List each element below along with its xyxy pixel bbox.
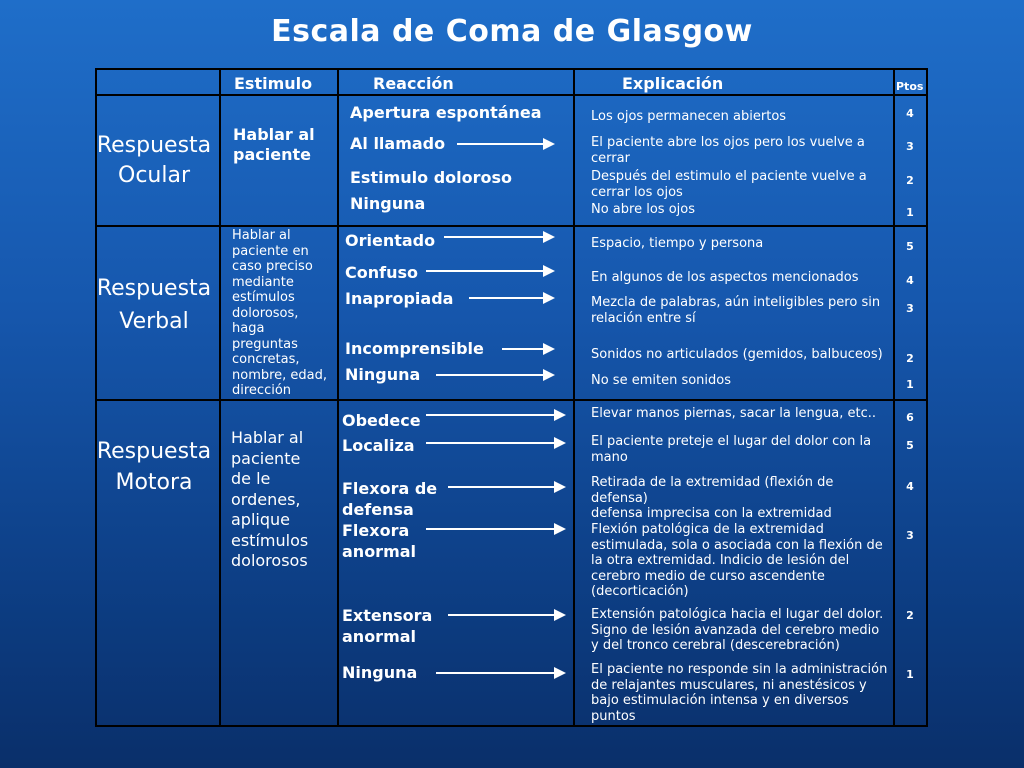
reaction-line: Extensora	[342, 606, 433, 625]
header-ptos: Ptos	[896, 80, 924, 93]
reaction-line: anormal	[342, 626, 417, 646]
explanation-line: Mezcla de palabras, aún inteligibles pero sin	[591, 295, 881, 310]
header-reaccion: Reacción	[373, 74, 454, 93]
explanation-line: Elevar manos piernas, sacar la lengua, etc..	[591, 406, 877, 421]
stimulus-line: dolorosos	[231, 551, 308, 570]
points-value: 4	[906, 480, 914, 493]
points-value: 1	[906, 668, 914, 681]
explanation-line: (decorticación)	[591, 584, 689, 599]
points-value: 4	[906, 107, 914, 120]
points-value: 2	[906, 174, 914, 187]
reaction-extensora-anormal	[342, 606, 432, 647]
stimulus-line: haga	[232, 321, 265, 336]
stimulus-line: Hablar al	[232, 228, 291, 243]
col-divider-3	[573, 68, 575, 727]
reaction-line: Flexora de	[342, 479, 438, 498]
col-divider-4	[893, 68, 895, 727]
reaction-apertura-espontanea: Apertura espontánea	[350, 103, 542, 122]
reaction-line: Obedece	[342, 411, 421, 430]
reaction-ninguna-motora	[342, 663, 417, 684]
category-verbal	[95, 272, 213, 338]
stimulus-line: dolorosos,	[232, 305, 299, 321]
points-value: 4	[906, 274, 914, 287]
explanation-line: estimulada, sola o asociada con la flexión de	[591, 537, 883, 553]
reaction-estimulo-doloroso: Estimulo doloroso	[350, 168, 513, 187]
reaction-flexora-defensa	[342, 479, 437, 520]
points-value: 1	[906, 378, 914, 391]
explanation-line: El paciente abre los ojos pero los vuelve a	[591, 135, 865, 150]
category-line: Respuesta	[96, 133, 212, 158]
points-value: 2	[906, 352, 914, 365]
arrow-icon	[426, 436, 566, 450]
category-line: Motora	[115, 470, 193, 495]
stimulus-line: estímulos	[232, 290, 295, 305]
explanation-line: Sonidos no articulados (gemidos, balbuceos)	[591, 347, 883, 362]
stimulus-line: mediante	[232, 274, 294, 290]
page-title: Escala de Coma de Glasgow	[271, 14, 753, 49]
explanation-line: de relajantes musculares, ni anestésicos y	[591, 677, 867, 693]
points-value: 5	[906, 240, 914, 253]
stimulus-line: Hablar al	[231, 428, 304, 447]
arrow-icon	[426, 408, 566, 422]
explanation-motora-3	[591, 522, 889, 600]
stimulus-line: caso preciso	[232, 259, 313, 274]
reaction-confuso: Confuso	[345, 263, 418, 282]
explanation-line: Espacio, tiempo y persona	[591, 236, 764, 251]
explanation-motora-4	[591, 475, 889, 522]
arrow-icon	[448, 480, 566, 494]
explanation-motora-2	[591, 607, 889, 654]
stimulus-line: dirección	[232, 383, 292, 398]
arrow-icon	[444, 230, 555, 244]
explanation-line: bajo estimulación intensa y en diversos	[591, 693, 849, 708]
explanation-line: No abre los ojos	[591, 202, 695, 217]
explanation-motora-1	[591, 662, 889, 724]
stimulus-line: aplique	[231, 510, 290, 529]
explanation-line: Retirada de la extremidad (flexión de defensa)	[591, 475, 834, 506]
stimulus-line: estímulos	[231, 530, 309, 550]
explanation-ocular-4	[591, 109, 889, 125]
explanation-line: relación entre sí	[591, 310, 696, 326]
explanation-line: cerrar los ojos	[591, 184, 683, 200]
stimulus-line: de le	[231, 469, 271, 488]
explanation-line: mano	[591, 449, 628, 465]
arrow-icon	[457, 137, 555, 151]
reaction-line: defensa	[342, 499, 414, 519]
explanation-motora-5	[591, 434, 889, 465]
arrow-icon	[448, 608, 566, 622]
arrow-icon	[436, 666, 566, 680]
category-line: Ocular	[118, 163, 190, 188]
table-border-right	[926, 68, 928, 727]
reaction-localiza	[342, 436, 415, 457]
reaction-line: Localiza	[342, 436, 415, 455]
stimulus-ocular	[233, 125, 315, 165]
explanation-verbal-5	[591, 236, 889, 252]
explanation-line: En algunos de los aspectos mencionados	[591, 270, 859, 285]
reaction-orientado: Orientado	[345, 231, 436, 250]
reaction-ninguna-verbal: Ninguna	[345, 365, 421, 384]
explanation-line: Flexión patológica de la extremidad	[591, 522, 824, 537]
explanation-line: la otra extremidad. Indicio de lesión del	[591, 553, 850, 568]
stimulus-line: Hablar al	[233, 125, 315, 144]
reaction-flexora-anormal	[342, 521, 416, 562]
points-value: 5	[906, 439, 914, 452]
col-divider-1	[219, 68, 221, 727]
explanation-line: y del tronco cerebral (descerebración)	[591, 638, 840, 653]
explanation-line: Los ojos permanecen abiertos	[591, 109, 787, 124]
stimulus-line: preguntas	[232, 336, 298, 352]
arrow-icon	[426, 522, 566, 536]
points-value: 3	[906, 529, 914, 542]
explanation-verbal-1	[591, 373, 889, 389]
points-value: 6	[906, 411, 914, 424]
explanation-motora-6	[591, 406, 889, 422]
stimulus-line: paciente en	[232, 243, 309, 259]
stimulus-line: concretas,	[232, 352, 300, 367]
explanation-verbal-4	[591, 270, 889, 286]
reaction-al-llamado: Al llamado	[350, 134, 446, 153]
explanation-line: cerebro medio de curso ascendente	[591, 568, 825, 584]
header-explicacion: Explicación	[622, 74, 724, 93]
reaction-line: anormal	[342, 541, 417, 561]
arrow-icon	[469, 291, 555, 305]
explanation-line: puntos	[591, 708, 636, 724]
reaction-obedece	[342, 411, 421, 432]
stimulus-line: paciente	[231, 448, 301, 468]
explanation-line: Después del estimulo el paciente vuelve a	[591, 169, 867, 184]
explanation-line: Extensión patológica hacia el lugar del dolor.	[591, 607, 884, 622]
points-value: 2	[906, 609, 914, 622]
explanation-line: El paciente no responde sin la administración	[591, 662, 888, 677]
explanation-ocular-2	[591, 169, 889, 200]
reaction-ninguna-ocular: Ninguna	[350, 194, 426, 213]
explanation-line: No se emiten sonidos	[591, 373, 732, 388]
reaction-line: Flexora	[342, 521, 410, 540]
category-line: Respuesta	[96, 276, 212, 301]
explanation-verbal-2	[591, 347, 889, 363]
explanation-line: defensa imprecisa con la extremidad	[591, 506, 832, 521]
category-motora	[95, 436, 213, 498]
reaction-line: Ninguna	[342, 663, 418, 682]
points-value: 1	[906, 206, 914, 219]
explanation-line: Signo de lesión avanzada del cerebro medio	[591, 622, 880, 638]
arrow-icon	[426, 264, 555, 278]
stimulus-verbal	[232, 228, 327, 399]
col-divider-2	[337, 68, 339, 727]
arrow-icon	[502, 342, 555, 356]
category-line: Respuesta	[96, 439, 212, 464]
category-ocular	[95, 131, 213, 191]
reaction-inapropiada: Inapropiada	[345, 289, 454, 308]
reaction-incomprensible: Incomprensible	[345, 339, 484, 358]
points-value: 3	[906, 140, 914, 153]
stimulus-line: nombre, edad,	[232, 367, 328, 383]
explanation-line: El paciente preteje el lugar del dolor con la	[591, 434, 872, 449]
points-value: 3	[906, 302, 914, 315]
explanation-ocular-3	[591, 135, 889, 166]
explanation-ocular-1	[591, 202, 889, 218]
stimulus-motora	[231, 428, 308, 572]
explanation-verbal-3	[591, 295, 889, 326]
stimulus-line: ordenes,	[231, 489, 301, 509]
stimulus-line: paciente	[233, 145, 311, 164]
category-line: Verbal	[119, 309, 189, 334]
arrow-icon	[436, 368, 555, 382]
header-estimulo: Estimulo	[234, 74, 313, 93]
explanation-line: cerrar	[591, 150, 630, 166]
